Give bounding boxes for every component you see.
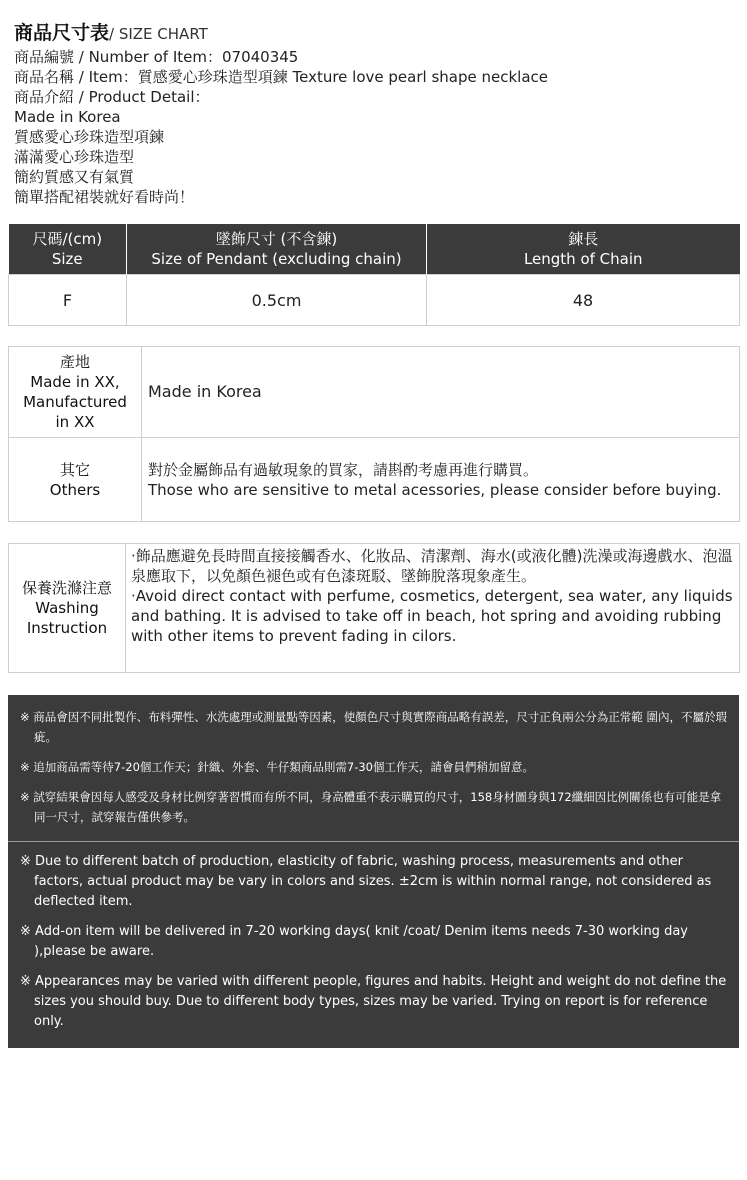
washing-label — [9, 544, 126, 673]
others-value — [142, 438, 740, 522]
others-label — [9, 438, 142, 522]
size-header — [9, 224, 127, 275]
detail-line: 簡單搭配裙裝就好看時尚！ — [14, 188, 195, 206]
origin-label-en-1: Made in XX, — [30, 373, 120, 391]
item-number: 商品編號 / Number of Item：07040345 — [14, 48, 299, 66]
others-value-zh: 對於金屬飾品有過敏現象的買家，請斟酌考慮再進行購買。 — [148, 460, 539, 479]
chain-header-en: Length of Chain — [523, 250, 643, 268]
size-header-en: Size — [51, 250, 83, 268]
origin-label-en-3: in XX — [55, 413, 95, 431]
notes-divider — [8, 841, 739, 842]
title-zh: 商品尺寸表 — [14, 22, 110, 44]
size-cell: F — [9, 275, 127, 326]
pendant-header-zh: 墜飾尺寸 (不含鍊) — [215, 230, 338, 248]
washing-label-zh: 保養洗滌注意 — [21, 579, 112, 597]
title-en: / SIZE CHART — [109, 25, 208, 43]
washing-row — [9, 544, 740, 673]
pendant-size-cell: 0.5cm — [127, 275, 427, 326]
notes-panel — [8, 695, 739, 1048]
washing-value-zh: ‧飾品應避免長時間直接接觸香水、化妝品、清潔劑、海水(或液化體)洗澡或海邊戲水、泡溫泉應取下，以免顏色褪色或有色漆斑駁、墜飾脫落現象產生。 — [131, 547, 733, 585]
washing-value-en: ‧Avoid direct contact with perfume, cosmetics, detergent, sea water, any liquids and bathing. It is advised to take off in beach, hot spring and avoiding rubbing with other items to prevent fading in cilors. — [131, 587, 733, 645]
note-en-item: ※ Appearances may be varied with different people, figures and habits. Height and weight do not define the sizes you should buy. Due to different body types, sizes may be varied. Trying on report is for reference only. — [20, 974, 727, 1029]
item-name: 商品名稱 / Item：質感愛心珍珠造型項鍊 Texture love pearl shape necklace — [14, 68, 548, 86]
notes-zh — [8, 695, 739, 827]
note-zh-item: ※ 商品會因不同批製作、布料彈性、水洗處理或測量點等因素，使顏色尺寸與實際商品略有誤差，尺寸正負兩公分為正常範 圍內，不屬於瑕疵。 — [20, 710, 727, 744]
note-zh-item: ※ 追加商品需等待7-20個工作天；針織、外套、牛仔類商品則需7-30個工作天，請會員們稍加留意。 — [20, 760, 534, 774]
notes-en — [16, 852, 729, 1042]
chain-length-header — [427, 224, 740, 275]
note-zh-item: ※ 試穿結果會因每人感受及身材比例穿著習慣而有所不同，身高體重不表示購買的尺寸，158身材圖身與172纖細因比例關係也有可能是拿同一尺寸，試穿報告僅供參考。 — [20, 790, 722, 824]
note-en-item: ※ Add-on item will be delivered in 7-20 working days( knit /coat/ Denim items needs 7-30 working day ),please be aware. — [20, 924, 688, 959]
others-label-en: Others — [49, 480, 101, 499]
origin-label — [9, 347, 142, 438]
pendant-header-en: Size of Pendant (excluding chain) — [151, 250, 402, 268]
others-value-en: Those who are sensitive to metal acessories, please consider before buying. — [148, 480, 722, 499]
product-detail-label: 商品介紹 / Product Detail： — [14, 88, 210, 106]
info-table — [8, 346, 740, 522]
origin-label-en-2: Manufactured — [23, 393, 127, 411]
size-header-zh: 尺碼/(cm) — [32, 230, 103, 248]
origin-label-zh: 產地 — [59, 353, 90, 371]
detail-line: 質感愛心珍珠造型項鍊 — [14, 128, 165, 146]
origin-value: Made in Korea — [142, 347, 740, 438]
note-en-item: ※ Due to different batch of production, elasticity of fabric, washing process, measurements and other factors, actual product may be vary in colors and sizes. ±2cm is within normal range, not considered as deflected item. — [20, 854, 712, 909]
washing-table — [8, 543, 740, 673]
size-chart-title — [14, 20, 739, 47]
others-row — [9, 438, 740, 522]
chain-length-cell: 48 — [427, 275, 740, 326]
pendant-size-header — [127, 224, 427, 275]
size-table — [8, 224, 740, 326]
washing-label-en-2: Instruction — [26, 619, 108, 637]
detail-line: 簡約質感又有氣質 — [14, 168, 135, 186]
washing-label-en-1: Washing — [35, 599, 99, 617]
detail-line: 滿滿愛心珍珠造型 — [14, 148, 135, 166]
others-label-zh: 其它 — [59, 460, 90, 479]
product-header — [14, 20, 739, 207]
detail-line: Made in Korea — [14, 108, 121, 126]
washing-value — [126, 544, 740, 673]
table-row — [9, 275, 740, 326]
origin-row — [9, 347, 740, 438]
chain-header-zh: 鍊長 — [568, 230, 599, 248]
